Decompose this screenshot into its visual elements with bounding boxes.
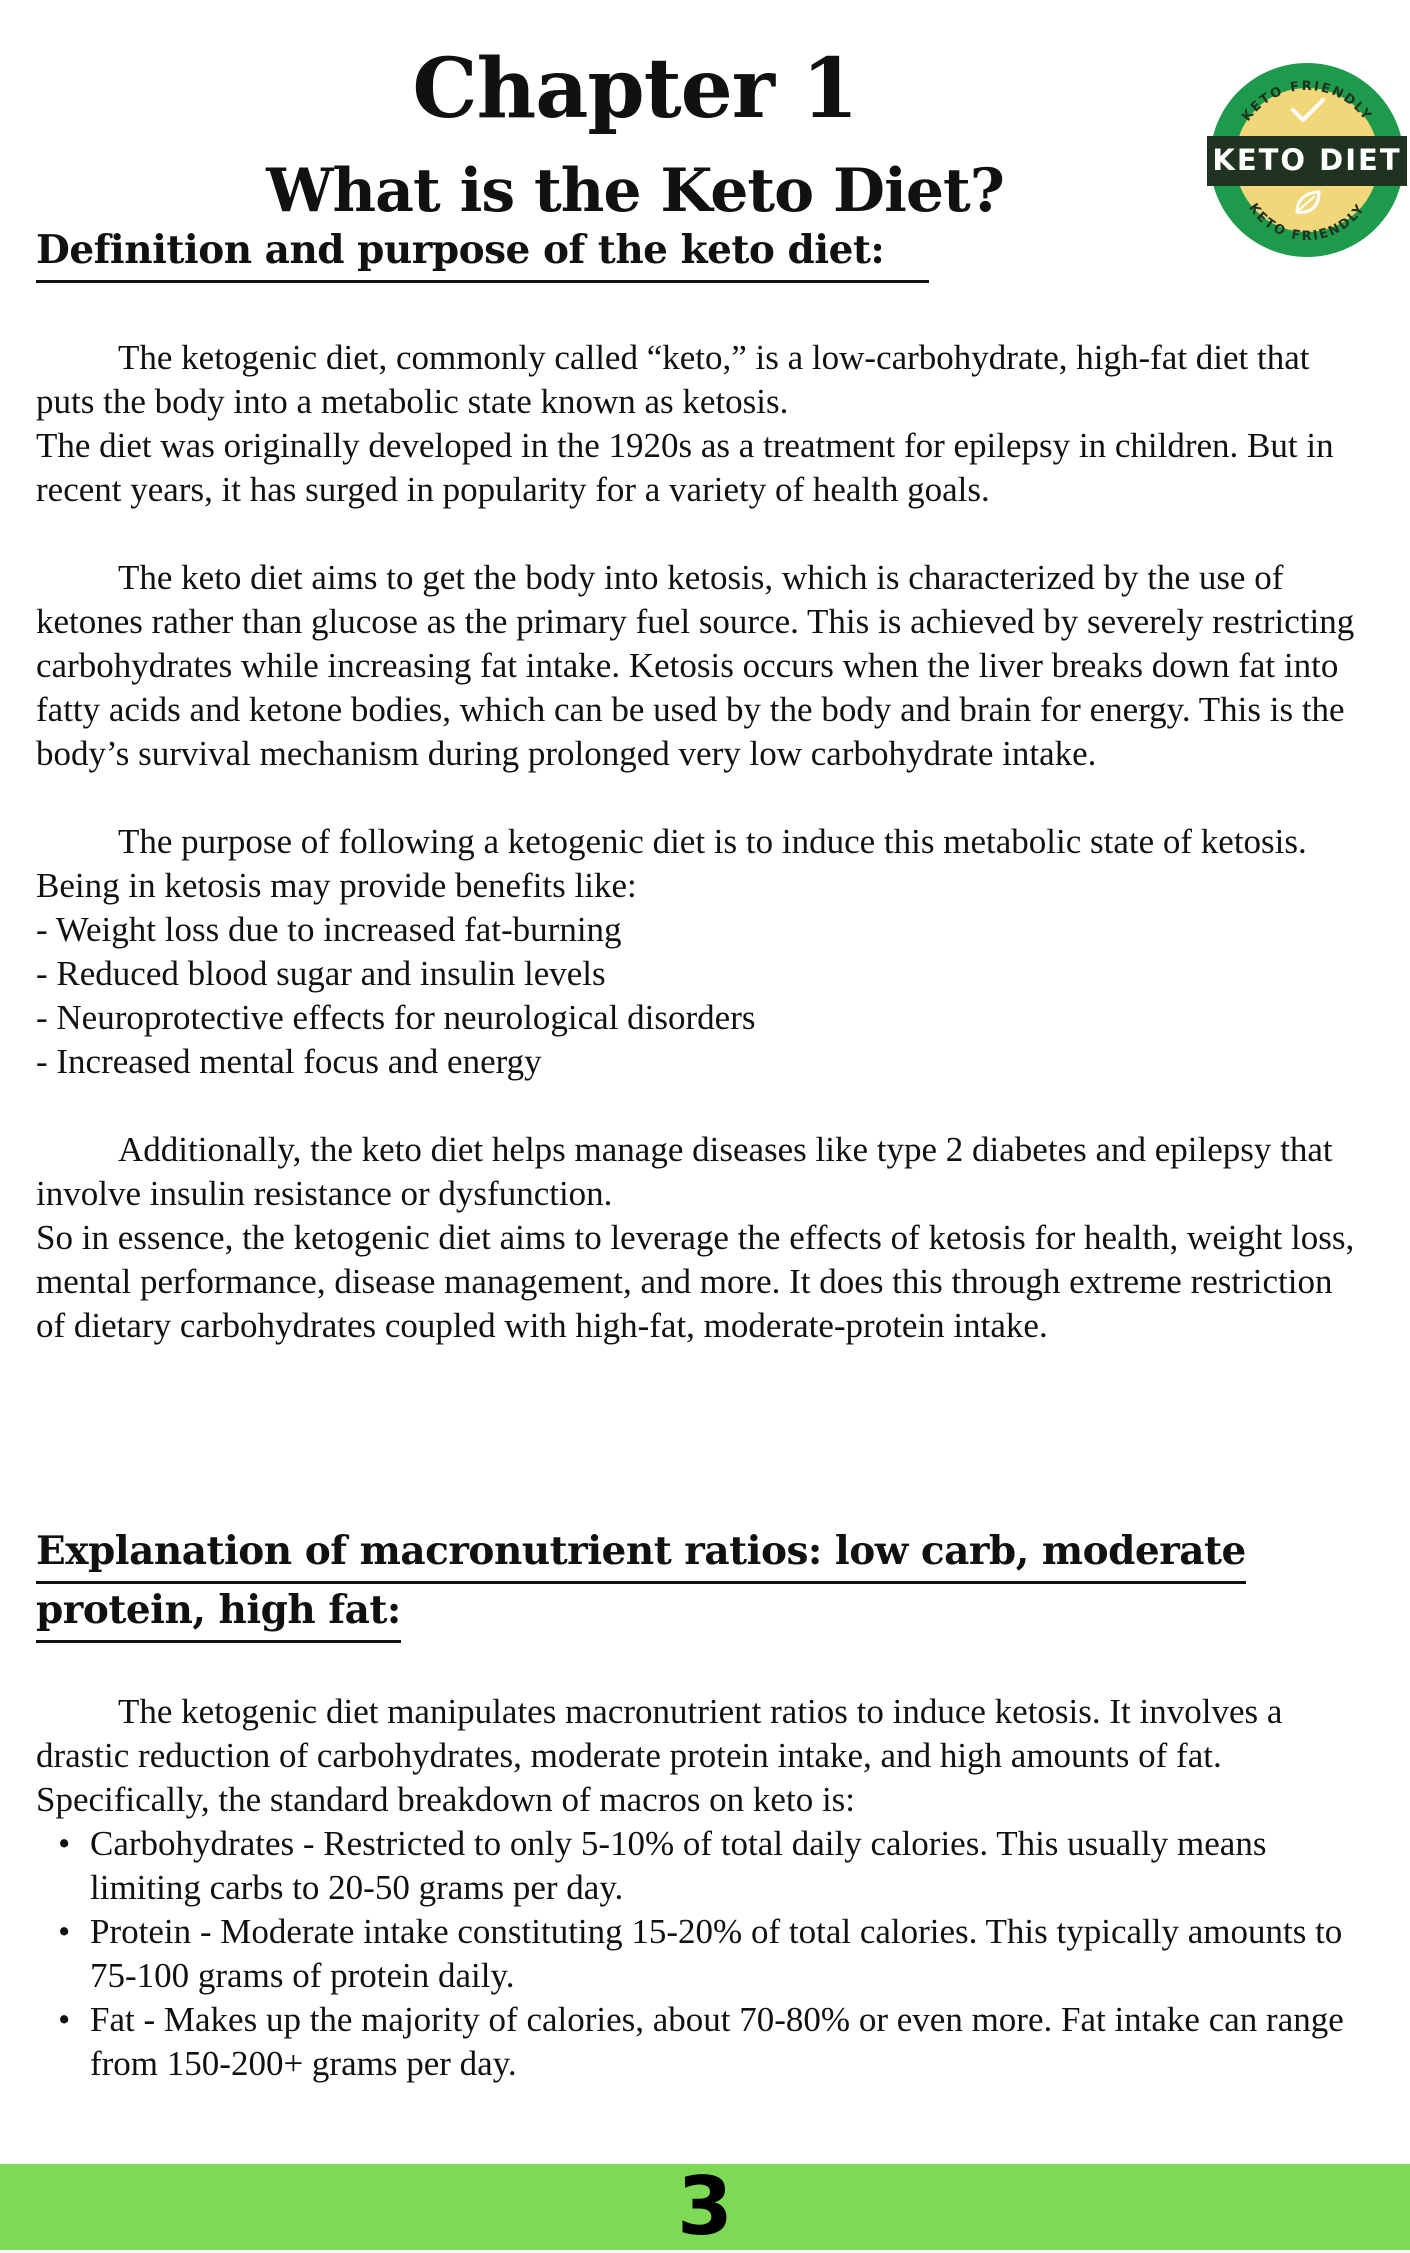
macro-fat: Fat - Makes up the majority of calories, about 70-80% or even more. Fat intake can range from 150-200+ grams per day. (90, 2000, 1344, 2083)
benefit-item: - Reduced blood sugar and insulin levels (36, 954, 606, 993)
section-body-macros (36, 1690, 1366, 2086)
paragraph-ketosis: The keto diet aims to get the body into ketosis, which is characterized by the use of ketones rather than glucose as the primary fuel source. This is achieved by severely restricting carbohydrates while increasing fat intake. Ketosis occurs when the liver breaks down fat into fatty acids and ketone bodies, which can be used by the body and brain for energy. This is the body’s survival mechanism during prolonged very low carbohydrate intake. (36, 558, 1355, 773)
macro-list (36, 1822, 1366, 2086)
paragraph-purpose: The purpose of following a ketogenic diet is to induce this metabolic state of ketosis. Being in ketosis may provide benefits like: (36, 822, 1307, 905)
bullet-icon: • (58, 1912, 71, 1951)
paragraph-diseases: Additionally, the keto diet helps manage diseases like type 2 diabetes and epilepsy that involve insulin resistance or dysfunction. (36, 1130, 1333, 1213)
section-heading-macros-line2: protein, high fat: (36, 1584, 401, 1643)
paragraph-definition: The ketogenic diet, commonly called “keto,” is a low-carbohydrate, high-fat diet that puts the body into a metabolic state known as ketosis. (36, 338, 1310, 421)
section-heading-definition-text: Definition and purpose of the keto diet: (36, 224, 929, 283)
list-item (36, 1998, 1366, 2086)
benefit-item: - Increased mental focus and energy (36, 1042, 542, 1081)
section-body-definition (36, 336, 1366, 1348)
chapter-number: Chapter 1 (412, 41, 858, 137)
section-heading-macros-line1: Explanation of macronutrient ratios: low carb, moderate (36, 1525, 1246, 1584)
paragraph-history: The diet was originally developed in the 1920s as a treatment for epilepsy in children. But in recent years, it has surged in popularity for a variety of health goals. (36, 426, 1334, 509)
macro-protein: Protein - Moderate intake constituting 15-20% of total calories. This typically amounts to 75-100 grams of protein daily. (90, 1912, 1343, 1995)
chapter-header (0, 40, 1410, 228)
paragraph-macro-intro: The ketogenic diet manipulates macronutrient ratios to induce ketosis. It involves a drastic reduction of carbohydrates, moderate protein intake, and high amounts of fat. (36, 1692, 1283, 1775)
benefit-item: - Weight loss due to increased fat-burning (36, 910, 622, 949)
section-heading-definition (36, 224, 929, 283)
page-number: 3 (677, 2160, 733, 2253)
chapter-title: What is the Keto Diet? (266, 156, 1004, 226)
page-footer (0, 2160, 1410, 2253)
benefit-item: - Neuroprotective effects for neurological disorders (36, 998, 756, 1037)
macro-carbohydrates: Carbohydrates - Restricted to only 5-10% of total daily calories. This usually means limiting carbs to 20-50 grams per day. (90, 1824, 1267, 1907)
bullet-icon: • (58, 2000, 71, 2039)
badge-ring-text-bottom: KETO FRIENDLY (1245, 200, 1369, 245)
keto-diet-badge-icon (1207, 60, 1407, 260)
badge-ring-text-top: KETO FRIENDLY (1239, 78, 1375, 125)
paragraph-summary: So in essence, the ketogenic diet aims to leverage the effects of ketosis for health, weight loss, mental performance, disease management, and more. It does this through extreme restriction of dietary carbohydrates coupled with high-fat, moderate-protein intake. (36, 1218, 1355, 1345)
paragraph-macro-breakdown: Specifically, the standard breakdown of macros on keto is: (36, 1780, 856, 1819)
list-item (36, 1822, 1366, 1910)
list-item (36, 1910, 1366, 1998)
section-heading-macros (36, 1525, 1246, 1643)
bullet-icon: • (58, 1824, 71, 1863)
badge-main-text: KETO DIET (1212, 143, 1402, 177)
